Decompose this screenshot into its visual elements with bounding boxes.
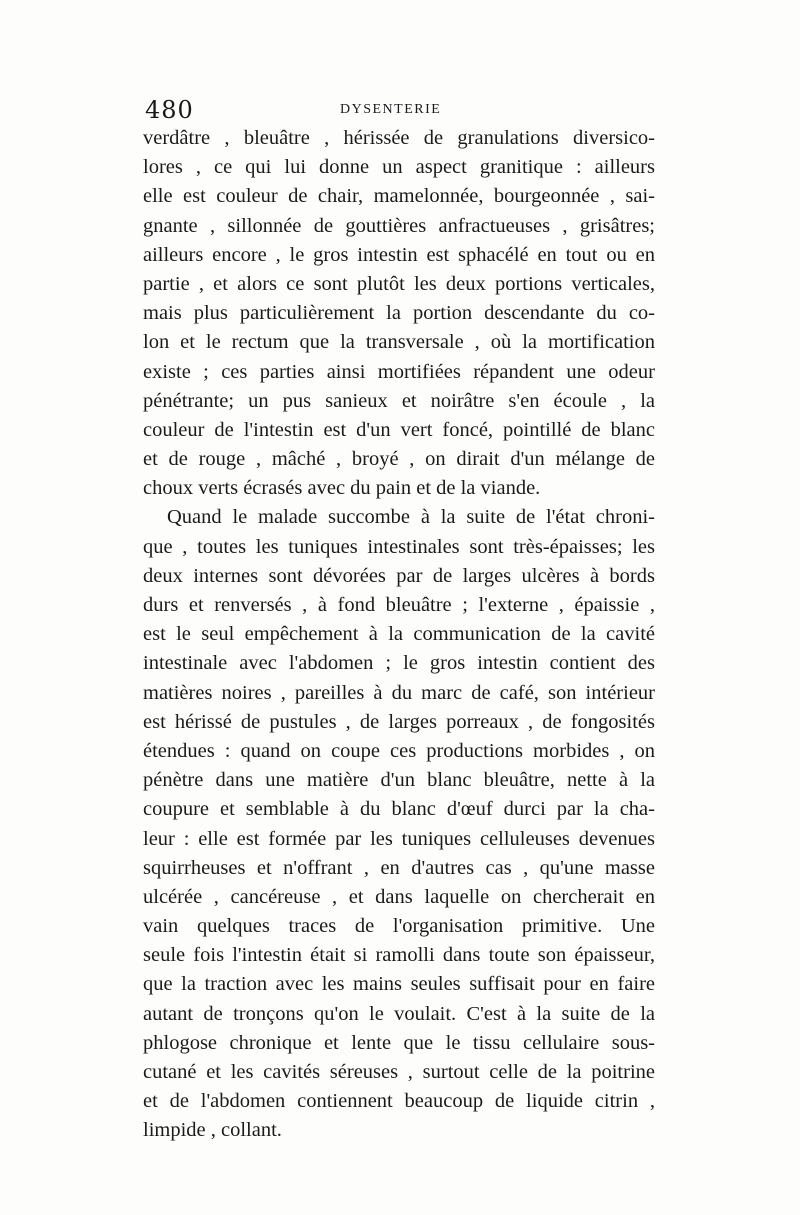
text-line: squirrheuses et n'offrant , en d'autres cas , qu'une masse [143,856,655,879]
text-line: deux internes sont dévorées par de larges ulcères à bords [143,564,655,587]
text-line: elle est couleur de chair, mamelonnée, bourgeonnée , sai- [143,185,655,208]
text-line: gnante , sillonnée de gouttières anfractueuses , grisâtres; [143,214,655,237]
paragraph-end-line: limpide , collant. [143,1119,282,1142]
text-line: est hérissé de pustules , de larges porreaux , de fongosités [143,710,655,733]
body-text [143,124,655,1146]
text-line: intestinale avec l'abdomen ; le gros intestin contient des [143,652,655,675]
text-line: couleur de l'intestin est d'un vert foncé, pointillé de blanc [143,418,655,441]
paragraph-end-line: choux verts écrasés avec du pain et de la viande. [143,477,541,500]
text-line: ulcérée , cancéreuse , et dans laquelle on chercherait en [143,885,655,908]
text-line: phlogose chronique et lente que le tissu cellulaire sous- [143,1031,655,1054]
text-line: est le seul empêchement à la communication de la cavité [143,623,655,646]
text-line: cutané et les cavités séreuses , surtout celle de la poitrine [143,1061,655,1083]
text-line: verdâtre , bleuâtre , hérissée de granulations diversico- [143,127,655,149]
text-line: pénètre dans une matière d'un blanc bleuâtre, nette à la [143,769,655,792]
text-line: pénétrante; un pus sanieux et noirâtre s'en écoule , la [143,389,655,412]
text-line: coupure et semblable à du blanc d'œuf durci par la cha- [143,798,655,821]
text-line: leur : elle est formée par les tuniques celluleuses devenues [143,827,655,850]
text-line: que , toutes les tuniques intestinales sont très-épaisses; les [143,535,655,558]
text-line: étendues : quand on coupe ces productions morbides , on [143,739,655,762]
text-line: vain quelques traces de l'organisation primitive. Une [143,915,655,938]
text-line: que la traction avec les mains seules suffisait pour en faire [143,973,655,996]
text-line: existe ; ces parties ainsi mortifiées répandent une odeur [143,360,655,383]
text-line: lores , ce qui lui donne un aspect granitique : ailleurs [143,156,655,179]
text-line: matières noires , pareilles à du marc de café, son intérieur [143,681,655,704]
text-line: autant de tronçons qu'on le voulait. C'est à la suite de la [143,1002,655,1025]
text-line: et de rouge , mâché , broyé , on dirait d'un mélange de [143,448,655,471]
text-line: mais plus particulièrement la portion descendante du co- [143,302,655,325]
text-line: seule fois l'intestin était si ramolli dans toute son épaisseur, [143,944,655,967]
text-line: lon et le rectum que la transversale , où la mortification [143,331,655,354]
paragraph-start-line: Quand le malade succombe à la suite de l'état chroni- [167,506,655,529]
running-title: DYSENTERIE [340,102,442,117]
text-line: durs et renversés , à fond bleuâtre ; l'externe , épaissie , [143,594,655,616]
text-line: partie , et alors ce sont plutôt les deux portions verticales, [143,272,655,295]
page-number: 480 [145,96,194,124]
page-header [145,96,665,126]
text-line: et de l'abdomen contiennent beaucoup de liquide citrin , [143,1090,655,1113]
text-line: ailleurs encore , le gros intestin est sphacélé en tout ou en [143,243,655,266]
